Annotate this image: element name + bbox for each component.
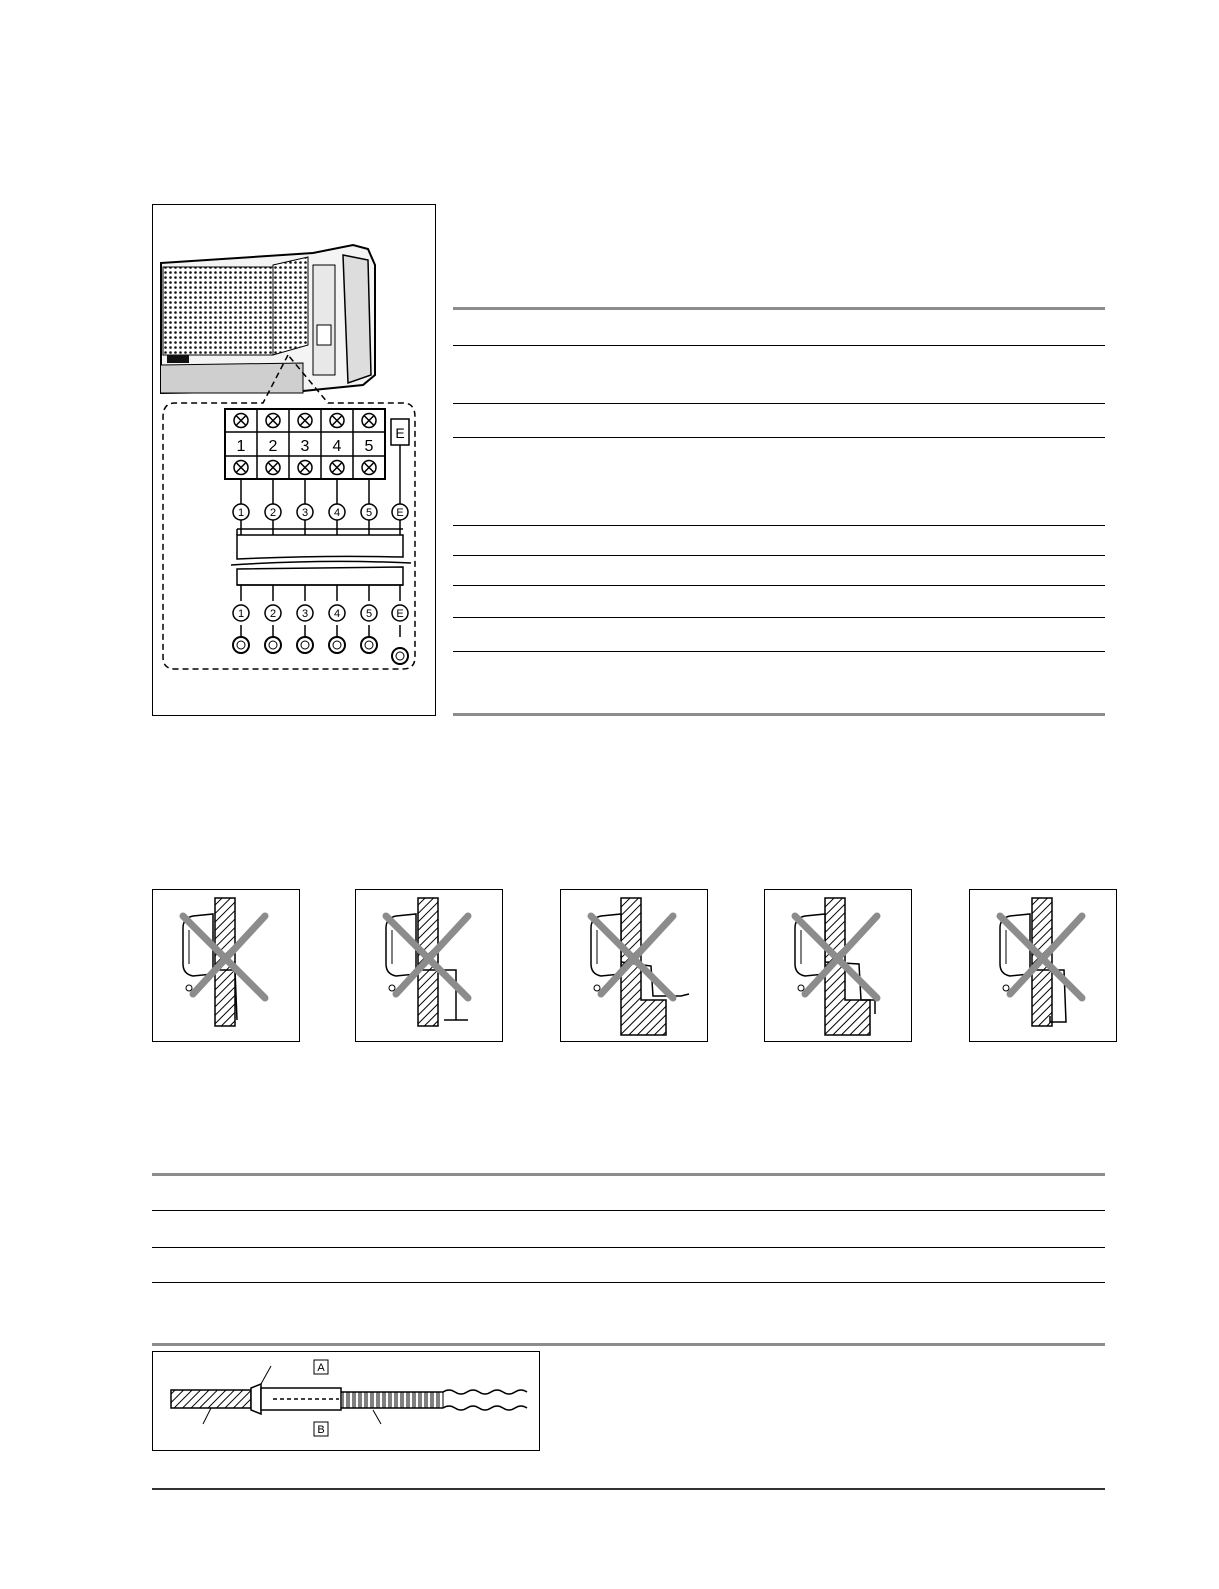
table-rule — [453, 525, 1105, 526]
earth-label: E — [395, 425, 405, 441]
table-rule — [453, 651, 1105, 652]
marker-top: A — [317, 1362, 325, 1374]
cable-marker — [297, 605, 313, 621]
terminal-number-2: 2 — [268, 438, 278, 455]
lower-table-rule — [152, 1210, 1105, 1211]
cable-marker-label: 2 — [269, 507, 277, 519]
terminal-screw — [362, 414, 376, 428]
table-rule — [453, 585, 1105, 586]
incorrect-drain-example — [355, 889, 503, 1042]
drain-example-illustration — [561, 890, 707, 1041]
cable-marker-label: 3 — [301, 608, 309, 620]
table-rule — [453, 403, 1105, 404]
drain-outlet — [1003, 985, 1009, 991]
cable-marker — [392, 504, 408, 520]
drain-example-illustration — [970, 890, 1116, 1041]
terminal-screw — [330, 461, 344, 475]
table-rule — [453, 617, 1105, 618]
terminal-screw — [234, 461, 248, 475]
outdoor-terminal — [329, 637, 345, 653]
terminal-wiring-illustration — [153, 205, 435, 715]
outdoor-terminal — [361, 637, 377, 653]
cable-marker-label: 2 — [269, 608, 277, 620]
cable-marker-label: 5 — [365, 507, 373, 519]
drain-example-illustration — [765, 890, 911, 1041]
cable-marker — [361, 504, 377, 520]
table-rule-top — [453, 307, 1105, 310]
cable-marker-label: 5 — [365, 608, 373, 620]
lower-table-rule — [152, 1247, 1105, 1248]
cable-marker-label: 4 — [333, 608, 341, 620]
corrugated-hose — [341, 1392, 443, 1408]
cable-marker-label: 1 — [237, 507, 245, 519]
terminal-screw — [266, 414, 280, 428]
table-rule — [453, 555, 1105, 556]
terminal-screw — [234, 414, 248, 428]
incorrect-drain-example — [969, 889, 1117, 1042]
outdoor-terminal — [265, 637, 281, 653]
lower-table-rule — [152, 1282, 1105, 1283]
page-bottom-rule — [152, 1488, 1105, 1490]
cable-marker-label: E — [396, 608, 404, 620]
outdoor-terminal — [233, 637, 249, 653]
terminal-screw — [266, 461, 280, 475]
cable-marker — [297, 504, 313, 520]
cable-marker — [233, 605, 249, 621]
incorrect-drain-example — [560, 889, 708, 1042]
terminal-screw — [330, 414, 344, 428]
drain-outlet — [186, 985, 192, 991]
drain-hose-figure — [152, 1351, 540, 1451]
hose-joint — [251, 1384, 261, 1414]
drain-outlet — [798, 985, 804, 991]
terminal-number-5: 5 — [364, 438, 374, 455]
insulated-hose — [171, 1390, 251, 1408]
table-rule — [453, 345, 1105, 346]
lower-table-rule-bottom — [152, 1343, 1105, 1346]
table-rule-bottom — [453, 713, 1105, 716]
cable-marker — [361, 605, 377, 621]
incorrect-drain-example — [764, 889, 912, 1042]
connection-cable — [231, 529, 411, 585]
table-rule — [453, 437, 1105, 438]
indoor-unit-drawing — [161, 245, 375, 393]
terminal-screw — [298, 461, 312, 475]
cable-marker — [265, 605, 281, 621]
drain-outlet — [594, 985, 600, 991]
cable-marker-label: 4 — [333, 507, 341, 519]
terminal-block — [225, 409, 409, 505]
incorrect-drain-example — [152, 889, 300, 1042]
outdoor-terminal — [392, 648, 408, 664]
terminal-number-1: 1 — [236, 438, 246, 455]
outdoor-terminal — [297, 637, 313, 653]
cable-marker — [392, 605, 408, 621]
cable-marker — [233, 504, 249, 520]
cable-marker — [329, 605, 345, 621]
drain-hose-illustration — [153, 1352, 539, 1450]
terminal-screw — [362, 461, 376, 475]
drain-outlet — [389, 985, 395, 991]
terminal-number-4: 4 — [332, 438, 342, 455]
cable-marker-label: 3 — [301, 507, 309, 519]
terminal-number-3: 3 — [300, 438, 310, 455]
drain-example-illustration — [356, 890, 502, 1041]
drain-example-illustration — [153, 890, 299, 1041]
cable-marker — [329, 504, 345, 520]
cable-marker-label: E — [396, 507, 404, 519]
terminal-wiring-figure — [152, 204, 436, 716]
lower-table-rule-top — [152, 1173, 1105, 1176]
terminal-screw — [298, 414, 312, 428]
cable-marker-label: 1 — [237, 608, 245, 620]
cable-marker — [265, 504, 281, 520]
marker-bottom: B — [317, 1424, 325, 1436]
